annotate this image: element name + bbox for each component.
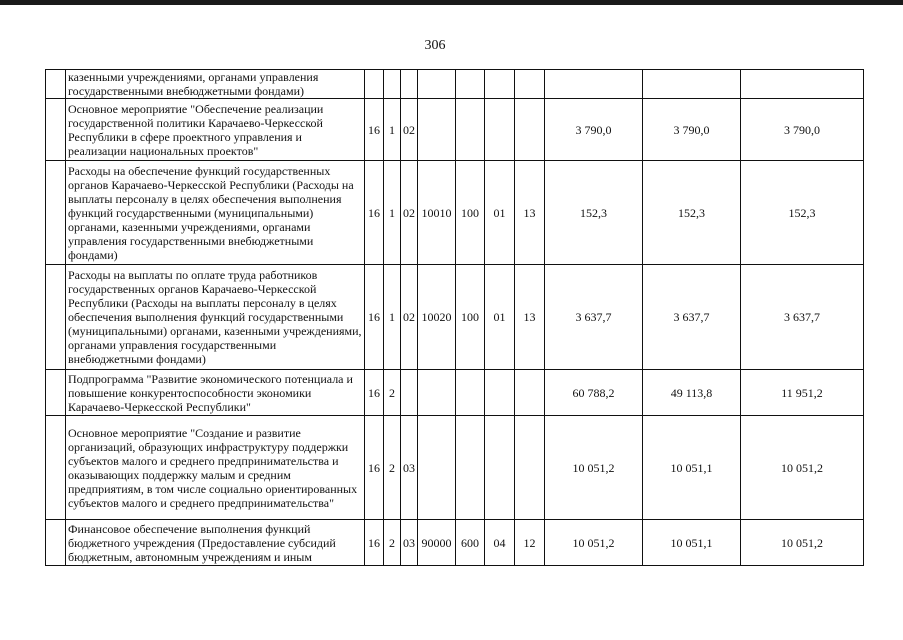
- code-section: 01: [485, 265, 515, 370]
- page-number: 306: [424, 38, 446, 53]
- amount-year-3: 3 637,7: [741, 265, 864, 370]
- code-expense-type: 600: [456, 520, 485, 566]
- table-row: [46, 70, 864, 99]
- code-direction: [418, 70, 456, 99]
- amount-year-1: 10 051,2: [545, 520, 643, 566]
- amount-year-3: 10 051,2: [741, 416, 864, 520]
- top-border-rule: [0, 0, 903, 5]
- code-ministry: 16: [365, 520, 384, 566]
- code-measure: 02: [401, 161, 418, 265]
- budget-table: [45, 69, 864, 566]
- amount-year-1: 10 051,2: [545, 416, 643, 520]
- code-direction: [418, 416, 456, 520]
- row-description: Основное мероприятие "Обеспечение реализации государственной политики Карачаево-Черкесской Республики в сфере проектного управления и реализации национальных проектов": [66, 99, 365, 161]
- code-direction: 10020: [418, 265, 456, 370]
- code-expense-type: [456, 99, 485, 161]
- code-subsection: 13: [515, 161, 545, 265]
- code-subsection: [515, 416, 545, 520]
- code-direction: 90000: [418, 520, 456, 566]
- code-measure: [401, 70, 418, 99]
- code-ministry: 16: [365, 416, 384, 520]
- code-subprogram: 2: [384, 416, 401, 520]
- row-description: Расходы на выплаты по оплате труда работников государственных органов Карачаево-Черкесской Республики (Расходы на выплаты персоналу в целях обеспечения выполнения функций государственными (муниципальными) органами, казенными учреждениями, органами управления государственными внебюджетными фондами): [66, 265, 365, 370]
- amount-year-2: 3 790,0: [643, 99, 741, 161]
- code-section: [485, 70, 515, 99]
- code-section: [485, 370, 515, 416]
- code-subprogram: 1: [384, 161, 401, 265]
- code-ministry: 16: [365, 265, 384, 370]
- code-ministry: 16: [365, 161, 384, 265]
- code-subprogram: 1: [384, 99, 401, 161]
- code-expense-type: [456, 370, 485, 416]
- amount-year-1: 3 790,0: [545, 99, 643, 161]
- code-ministry: 16: [365, 370, 384, 416]
- row-marker-cell: [46, 416, 66, 520]
- table-row: [46, 99, 864, 161]
- code-subsection: 12: [515, 520, 545, 566]
- amount-year-3: 10 051,2: [741, 520, 864, 566]
- amount-year-1: 152,3: [545, 161, 643, 265]
- amount-year-2: 152,3: [643, 161, 741, 265]
- amount-year-1: 3 637,7: [545, 265, 643, 370]
- code-expense-type: 100: [456, 265, 485, 370]
- code-section: 01: [485, 161, 515, 265]
- amount-year-2: [643, 70, 741, 99]
- code-subprogram: 1: [384, 265, 401, 370]
- row-description: Финансовое обеспечение выполнения функций бюджетного учреждения (Предоставление субсидий бюджетным, автономным учреждениям и иным: [66, 520, 365, 566]
- code-measure: 02: [401, 99, 418, 161]
- amount-year-2: 10 051,1: [643, 416, 741, 520]
- code-expense-type: [456, 416, 485, 520]
- code-section: [485, 99, 515, 161]
- code-ministry: 16: [365, 99, 384, 161]
- amount-year-3: 152,3: [741, 161, 864, 265]
- code-ministry: [365, 70, 384, 99]
- amount-year-2: 3 637,7: [643, 265, 741, 370]
- code-measure: [401, 370, 418, 416]
- table-row: [46, 520, 864, 566]
- code-subprogram: 2: [384, 370, 401, 416]
- row-description: казенными учреждениями, органами управления государственными внебюджетными фондами): [66, 70, 365, 99]
- code-direction: [418, 99, 456, 161]
- code-expense-type: 100: [456, 161, 485, 265]
- row-marker-cell: [46, 370, 66, 416]
- code-subprogram: 2: [384, 520, 401, 566]
- code-measure: 03: [401, 416, 418, 520]
- code-section: [485, 416, 515, 520]
- table-row: [46, 416, 864, 520]
- amount-year-3: 11 951,2: [741, 370, 864, 416]
- row-description: Расходы на обеспечение функций государственных органов Карачаево-Черкесской Республики (Расходы на выплаты персоналу в целях обеспечения выполнения функций государственными (муниципальными) органами, казенными учреждениями, органами управления государственными внебюджетными фондами): [66, 161, 365, 265]
- code-expense-type: [456, 70, 485, 99]
- amount-year-1: [545, 70, 643, 99]
- code-subsection: [515, 70, 545, 99]
- code-subsection: [515, 370, 545, 416]
- budget-table-body: [46, 70, 864, 566]
- table-row: [46, 370, 864, 416]
- row-marker-cell: [46, 70, 66, 99]
- code-subprogram: [384, 70, 401, 99]
- table-row: [46, 161, 864, 265]
- code-subsection: [515, 99, 545, 161]
- amount-year-3: 3 790,0: [741, 99, 864, 161]
- amount-year-1: 60 788,2: [545, 370, 643, 416]
- row-marker-cell: [46, 520, 66, 566]
- row-description: Основное мероприятие "Создание и развитие организаций, образующих инфраструктуру поддержки субъектов малого и среднего предпринимательства и оказывающих поддержку малым и средним предприятиям, в том числе социально ориентированных субъектов малого и среднего предпринимательства": [66, 416, 365, 520]
- code-section: 04: [485, 520, 515, 566]
- amount-year-3: [741, 70, 864, 99]
- amount-year-2: 49 113,8: [643, 370, 741, 416]
- amount-year-2: 10 051,1: [643, 520, 741, 566]
- code-subsection: 13: [515, 265, 545, 370]
- code-direction: [418, 370, 456, 416]
- code-measure: 03: [401, 520, 418, 566]
- table-row: [46, 265, 864, 370]
- code-direction: 10010: [418, 161, 456, 265]
- row-marker-cell: [46, 161, 66, 265]
- row-marker-cell: [46, 99, 66, 161]
- code-measure: 02: [401, 265, 418, 370]
- row-marker-cell: [46, 265, 66, 370]
- row-description: Подпрограмма "Развитие экономического потенциала и повышение конкурентоспособности экономики Карачаево-Черкесской Республики": [66, 370, 365, 416]
